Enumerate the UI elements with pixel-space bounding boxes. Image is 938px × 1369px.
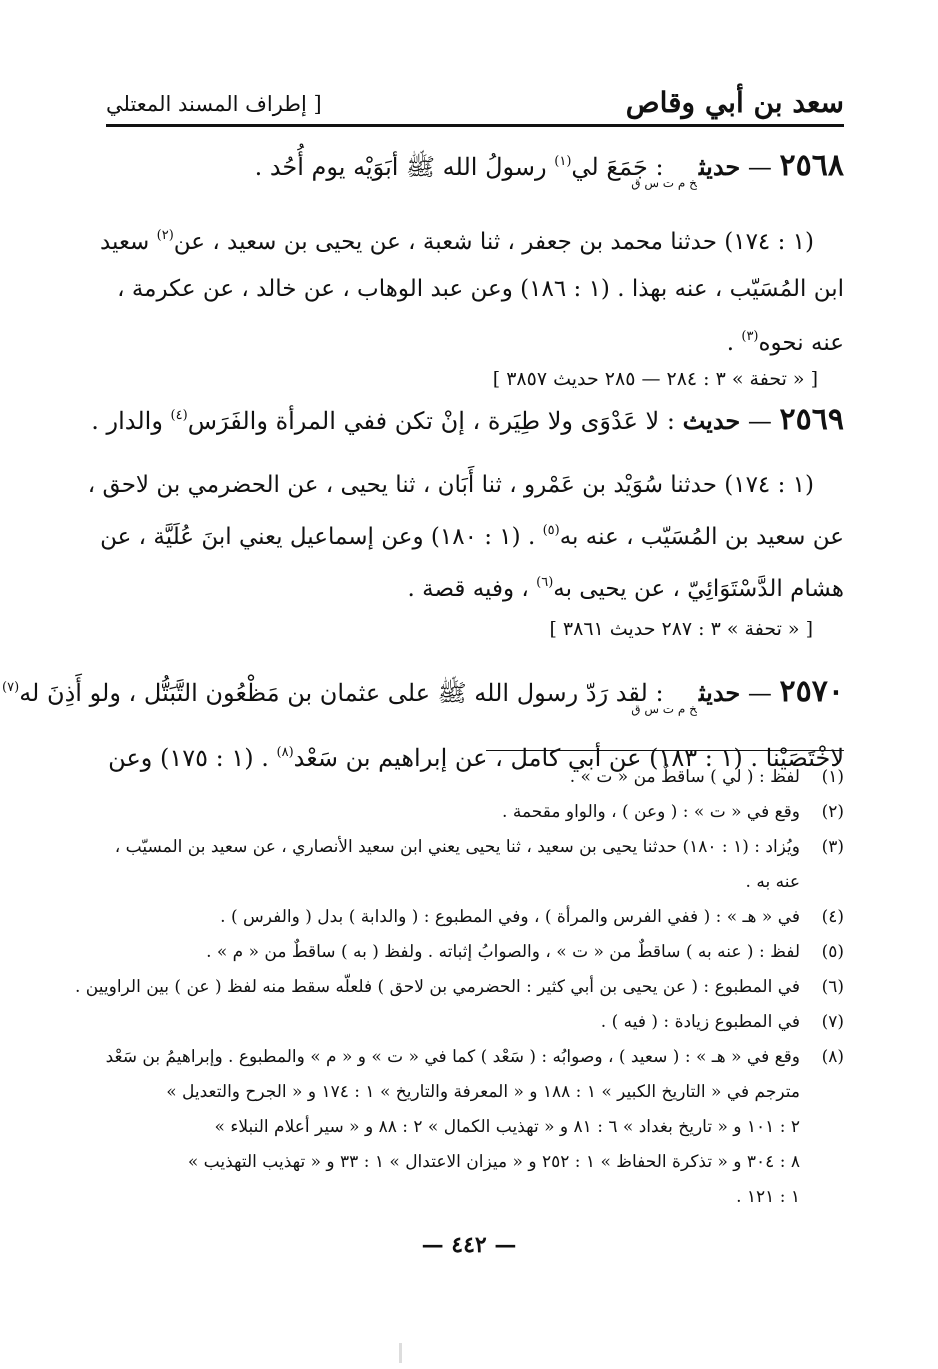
isnad-text: هشام الدَّسْتَوَائِيّ ، عن يحيى به — [553, 576, 844, 602]
footnote-ref: (١) — [554, 154, 572, 169]
footnote-line: ٨ : ٣٠٤ و « تذكرة الحفاظ » ١ : ٢٥٢ و « ميزان الاعتدال » ١ : ٣٣ و « تهذيب التهذيب » — [187, 1152, 800, 1172]
footnote-text — [106, 900, 800, 935]
hadith-matn: والدار . — [91, 407, 163, 435]
footnote-text — [75, 970, 800, 1005]
hadith-2570-heading: ٢٥٧٠ — حديث$_{خ م ت س ق}$ : لقد رَدّ رسول الله ﷺ على عثمان بن مَظْعُون التَّبَتُّل ، ولو أَذِنَ له$^{(٧)}$ لاخْتَصَيْنا . (١ : ١٨٣) عن أبي كامل ، عن إبراهيم بن سَعْد$^{(٨)}$ . (١ : ١٧٥) وعن — [2, 674, 844, 772]
hadith-2569-heading: ٢٥٦٩ — حديث : لا عَدْوَى ولا طِيَرة ، إنْ تكن ففي المرأة والفَرَس$^{(٤)}$ والدار . — [91, 402, 844, 437]
footnotes — [75, 760, 844, 1215]
footnote — [75, 970, 844, 1005]
footnote-number: (٣) — [821, 837, 844, 857]
hadith-keyword: حديث — [682, 406, 741, 435]
tuhfa-reference: [ « تحفة » ٣ : ٢٨٤ — ٢٨٥ حديث ٣٨٥٧ ] — [492, 368, 818, 390]
hadith-number: ٢٥٦٨ — [779, 148, 844, 183]
footnote-text — [106, 830, 800, 900]
isnad-text: عن سعيد بن المُسَيّب ، عنه به — [559, 524, 844, 550]
footnote-text — [106, 795, 800, 830]
footnote — [106, 795, 844, 830]
footnote-number: (٥) — [821, 942, 844, 962]
hadith-number: ٢٥٦٩ — [779, 402, 844, 437]
footnote-line: مترجم في « التاريخ الكبير » ١ : ١٨٨ و « المعرفة والتاريخ » ١ : ١٧٤ و « الجرح والتعديل » — [166, 1082, 800, 1102]
footnote-number: (٧) — [821, 1012, 844, 1032]
footnote-line: لفظ : ( لي ) ساقطٌ من « ت » . — [569, 767, 800, 787]
footnote-line: في « هـ » : ( ففي الفرس والمرأة ) ، وفي المطبوع : ( والدابة ) بدل ( والفرس ) . — [220, 907, 800, 927]
isnad-text: سعيد — [99, 229, 150, 255]
footnote-line: ويُزاد : (١ : ١٨٠) حدثنا يحيى بن سعيد ، ثنا يحيى يعني ابن سعيد الأنصاري ، عن سعيد بن المسيّب ، — [114, 837, 800, 857]
header-book-title: [ إطراف المسند المعتلي — [106, 92, 322, 116]
footnote-text — [106, 1040, 800, 1215]
footnote-line: وقع في « ت » : ( وعن ) ، والواو مقحمة . — [502, 802, 800, 822]
header-rule — [106, 124, 844, 127]
footnote-ref: (٢) — [156, 228, 174, 243]
footnote-text — [106, 935, 800, 970]
footnote-ref: (٧) — [2, 680, 20, 695]
footnote-line: وقع في « هـ » : ( سعيد ) ، وصوابُه : ( سَعْد ) كما في « ت » و « م » والمطبوع . وإبراهيمُ بن سَعْد — [105, 1047, 800, 1067]
hadith-2568-heading: ٢٥٦٨ — حديث$_{خ م ت س ق}$ : جَمَعَ لي$^{(١)}$ رسولُ الله ﷺ أبَوَيْه يوم أُحُد . — [254, 148, 844, 190]
hadith-keyword: حديث — [698, 678, 741, 707]
hadith-2568-isnad — [99, 212, 844, 367]
footnote — [106, 760, 844, 795]
footnote — [106, 830, 844, 900]
footnote-number: (٨) — [821, 1047, 844, 1067]
footnote-ref: (٣) — [741, 329, 759, 344]
footnote-separator — [486, 750, 844, 751]
footnote-text — [106, 760, 800, 795]
footnote-ref: (٦) — [536, 575, 554, 590]
hadith-sigla: خ م ت س ق — [631, 176, 697, 190]
hadith-matn: رسولُ الله ﷺ أبَوَيْه يوم أُحُد . — [254, 153, 547, 181]
footnote-number: (١) — [821, 767, 844, 787]
hadith-text: . (١ : ١٧٥) وعن — [108, 744, 269, 772]
hadith-keyword: حديث — [698, 152, 741, 181]
hadith-text: لاخْتَصَيْنا . (١ : ١٨٣) عن أبي كامل ، عن إبراهيم بن سَعْد — [293, 744, 844, 772]
footnote-line: في المطبوع : ( عن يحيى بن أبي كثير : الحضرمي بن لاحق ) فلعلّه سقط منه لفظ ( عن ) بين الراويين . — [75, 977, 800, 997]
hadith-matn: : لا عَدْوَى ولا طِيَرة ، إنْ تكن ففي المرأة والفَرَس — [187, 407, 675, 435]
footnote-number: (٤) — [821, 907, 844, 927]
footnote-line: عنه به . — [745, 872, 800, 892]
hadith-matn: : جَمَعَ لي — [571, 153, 664, 181]
footnote-line: ١ : ١٢١ . — [736, 1187, 800, 1207]
tuhfa-reference: [ « تحفة » ٣ : ٢٨٧ حديث ٣٨٦١ ] — [549, 618, 813, 640]
isnad-text: ابن المُسَيّب ، عنه بهذا . (١ : ١٨٦) وعن عبد الوهاب ، عن خالد ، عن عكرمة ، — [117, 276, 844, 302]
footnote — [106, 1005, 844, 1040]
footnote-line: لفظ : ( عنه به ) ساقطٌ من « ت » ، والصوابُ إثباته . ولفظ ( به ) ساقطٌ من « م » . — [206, 942, 800, 962]
page-number: — ٤٤٢ — — [421, 1232, 517, 1258]
hadith-sigla: خ م ت س ق — [631, 702, 697, 716]
hadith-matn: : لقد رَدّ رسول الله ﷺ على عثمان بن مَظْعُون التَّبَتُّل ، ولو أَذِنَ له — [19, 679, 664, 707]
isnad-text: (١ : ١٧٤) حدثنا سُوَيْد بن عَمْرو ، ثنا أَبَان ، ثنا يحيى ، عن الحضرمي بن لاحق ، — [87, 472, 814, 498]
footnote — [106, 935, 844, 970]
footnote-number: (٢) — [821, 802, 844, 822]
footnote-line: في المطبوع زيادة : ( فيه ) . — [600, 1012, 800, 1032]
footnote-ref: (٤) — [170, 408, 188, 423]
footnote — [106, 900, 844, 935]
footnote-line: ٢ : ١٠١ و « تاريخ بغداد » ٦ : ٨١ و « تهذيب الكمال » ٢ : ٨٨ و « سير أعلام النبلاء » — [214, 1117, 800, 1137]
scan-mark — [399, 1343, 402, 1363]
header-section-title: سعد بن أبي وقاص — [625, 86, 844, 119]
isnad-text: . (١ : ١٨٠) وعن إسماعيل يعني ابنَ عُلَيَّة ، عن — [100, 524, 536, 550]
footnote-text — [106, 1005, 800, 1040]
footnote-ref: (٨) — [276, 745, 294, 760]
isnad-text: (١ : ١٧٤) حدثنا محمد بن جعفر ، ثنا شعبة ، عن يحيى بن سعيد ، عن — [173, 229, 814, 255]
isnad-text: . — [726, 330, 735, 356]
isnad-text: عنه نحوه — [758, 330, 844, 356]
footnote-number: (٦) — [821, 977, 844, 997]
hadith-number: ٢٥٧٠ — [779, 674, 844, 709]
hadith-2569-isnad — [87, 462, 844, 612]
isnad-text: ، وفيه قصة . — [407, 576, 529, 602]
footnote-ref: (٥) — [542, 523, 560, 538]
footnote — [106, 1040, 844, 1215]
running-header — [106, 82, 844, 122]
